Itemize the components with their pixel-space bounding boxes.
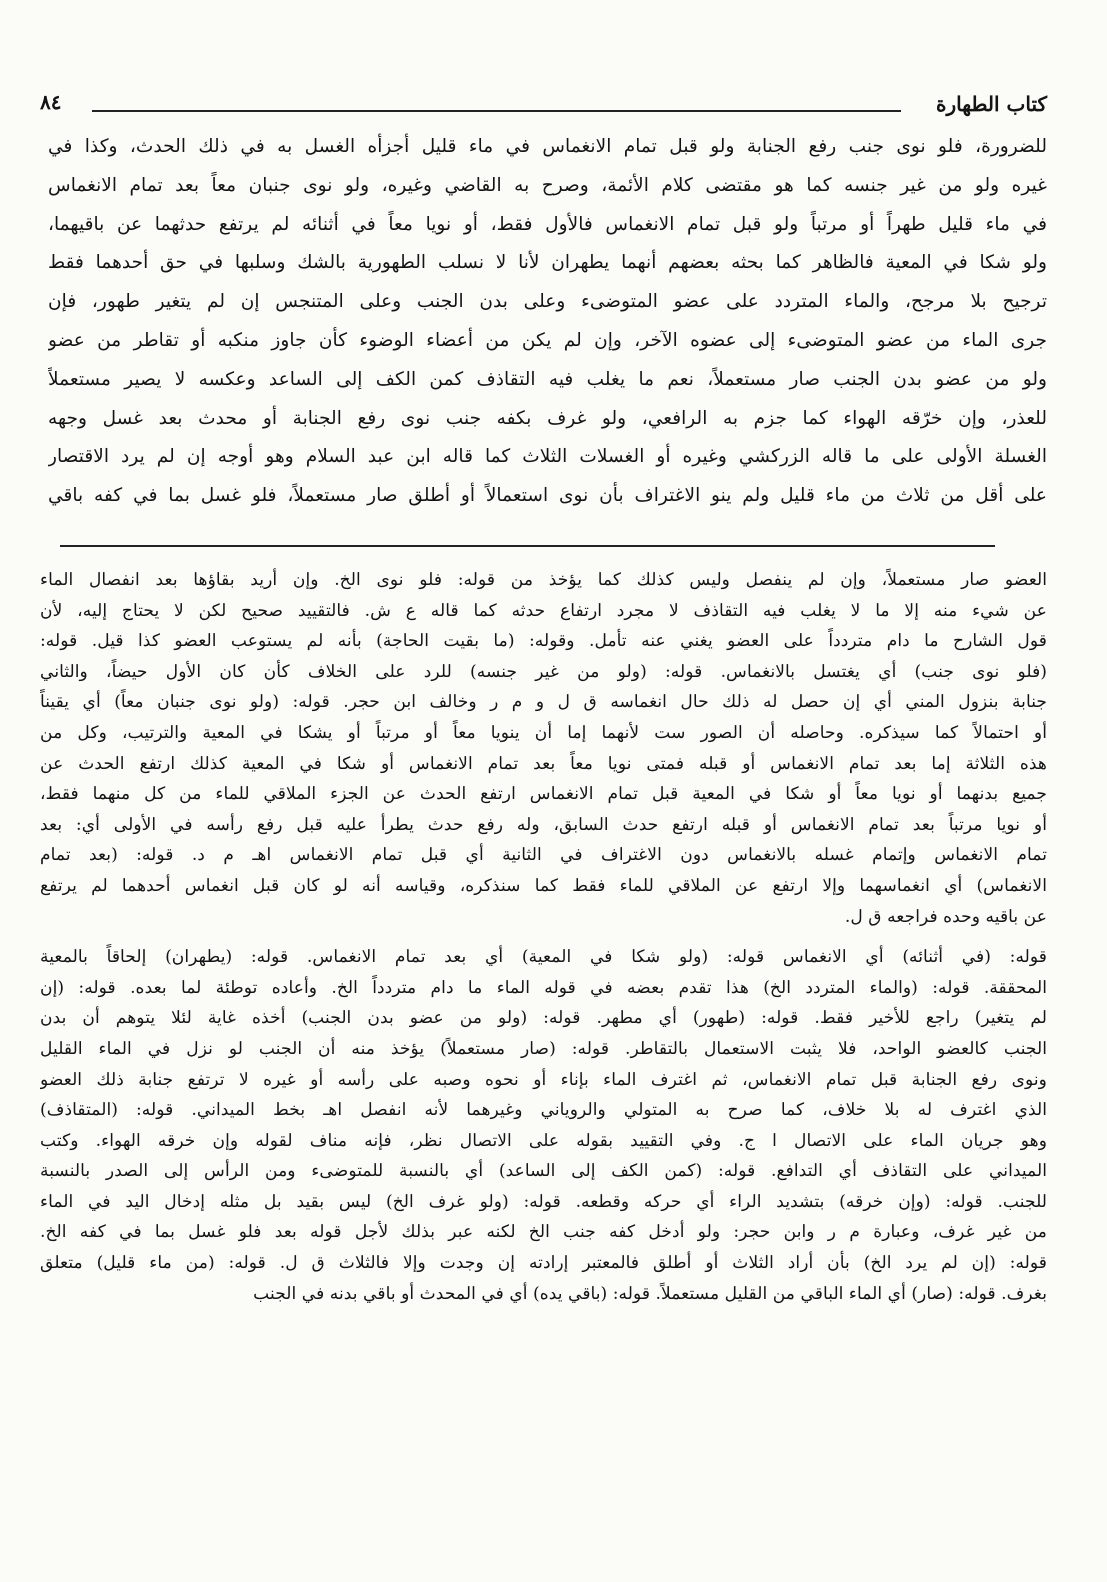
commentary-line: الانغماس) أي انغماسهما وإلا ارتفع عن الملاقي للماء فقط كما سنذكره، وقياسه أنه لو كان قبل انغماس أحدهما لم يرتفع bbox=[40, 875, 1047, 896]
main-text-line: للعذر، وإن خرّقه الهواء كما جزم به الرافعي، ولو غرف بكفه جنب نوى رفع الجنابة أو محدث بعد غسل وجهه bbox=[48, 407, 1047, 429]
commentary-line: الذي اغترف له بلا خلاف، كما صرح به المتولي والروياني وغيرهما لأنه انفصل اهـ بخط الميداني. قوله: (المتقاذف) bbox=[40, 1100, 1047, 1121]
header-rule bbox=[92, 110, 901, 112]
commentary-line: قول الشارح ما دام متردداً على العضو يغني عنه تأمل. وقوله: (ما بقيت الحاجة) بأنه لم يستوعب العضو كذا قيل. قوله: bbox=[40, 631, 1047, 652]
commentary-line: جنابة بنزول المني أي إن حصل له ذلك حال انغماسه ق ل و م ر وخالف ابن حجر. قوله: (ولو نوى جنبان معاً) أي يقيناً bbox=[40, 692, 1047, 713]
main-text-line: على أقل من ثلاث من ماء قليل ولم ينو الاغتراف بأن نوى استعمالاً أو أطلق صار مستعملاً، فلو غسل بما في كفه باقي bbox=[48, 485, 1047, 507]
footnote-separator bbox=[60, 545, 995, 547]
commentary-line: المحققة. قوله: (والماء المتردد الخ) هذا تقدم بعضه في قوله الماء ما دام متردداً الخ. وأعاده توطئة لما بعده. قوله: (إن bbox=[40, 977, 1047, 998]
margin-scribble bbox=[4, 60, 26, 200]
commentary-text bbox=[40, 565, 1047, 1309]
main-text-line: الغسلة الأولى على ما قاله الزركشي وغيره أو الغسلات الثلاث كما قاله ابن عبد السلام وهو أوجه إن لم يرد الاقتصار bbox=[48, 446, 1047, 468]
main-text-line: ولو من عضو بدن الجنب صار مستعملاً، نعم ما يغلب فيه التقاذف كمن الكف إلى الساعد وعكسه لا يصير مستعملاً bbox=[48, 368, 1047, 390]
commentary-line: عن باقيه وحده فراجعه ق ل. bbox=[844, 906, 1047, 927]
commentary-line: تمام الانغماس وإتمام غسله بالانغماس دون الاغتراف في الثانية أي قبل تمام الانغماس اهـ م د. قوله: (بعد تمام bbox=[40, 845, 1047, 866]
main-text-line: في ماء قليل طهراً أو مرتباً ولو قبل تمام الانغماس فالأول فقط، أو نويا معاً في أثنائه لم يرتفع حدثهما عن باقيهما، bbox=[48, 213, 1047, 235]
commentary-line: أو نويا مرتباً بعد تمام الانغماس أو قبله ارتفع حدث السابق، وله رفع حدث يطرأ عليه قبل رفع رأسه في الأولى أي: بعد bbox=[40, 814, 1047, 835]
main-text-line: للضرورة، فلو نوى جنب رفع الجنابة ولو قبل تمام الانغماس في ماء قليل أجزأه الغسل به في ذلك الحدث، وكذا في bbox=[48, 136, 1047, 157]
main-text bbox=[48, 128, 1047, 516]
commentary-line: بغرف. قوله: (صار) أي الماء الباقي من القليل مستعملاً. قوله: (باقي يده) أي في المحدث أو باقي بدنه في الجنب bbox=[253, 1283, 1047, 1304]
commentary-line: من غير غرف، وعبارة م ر وابن حجر: ولو أدخل كفه جنب الخ لكنه عبر بذلك لأجل قوله بعد فلو غسل بما في كفه الخ. bbox=[40, 1222, 1047, 1243]
commentary-line: جميع بدنهما أو نويا معاً أو شكا في المعية قبل تمام الانغماس ارتفع الحدث عن الجزء الملاقي للماء من كل منهما فقط، bbox=[40, 784, 1047, 805]
commentary-line: قوله: (في أثنائه) أي الانغماس قوله: (ولو شكا في المعية) أي بعد تمام الانغماس. قوله: (يطهران) إلحاقاً بالمعية bbox=[40, 947, 1047, 968]
commentary-line: وهو جريان الماء على الاتصال ا ج. وفي التقييد بقوله على الاتصال نظر، فإنه مناف لقوله وإن خرقه الهواء. وكتب bbox=[40, 1130, 1047, 1151]
commentary-line: هذه الثلاثة إما بعد تمام الانغماس أو قبله فمتى نويا معاً بعد تمام الانغماس أو شكا في المعية كذلك ارتفع الحدث عن bbox=[40, 753, 1047, 774]
commentary-line: الجنب كالعضو الواحد، فلا يثبت الاستعمال بالتقاطر. قوله: (صار مستعملاً) يؤخذ منه أن الجنب لو نزل في الماء القليل bbox=[40, 1038, 1047, 1059]
commentary-line: للجنب. قوله: (وإن خرقه) بتشديد الراء أي حركه وقطعه. قوله: (ولو غرف الخ) ليس بقيد بل مثله إدخال اليد في الماء bbox=[40, 1191, 1047, 1212]
commentary-line: عن شيء منه إلا ما لا يغلب فيه التقاذف لا مجرد ارتفاع حدثه كما قاله ع ش. فالتقييد صحيح لكن لا يحتاج إليه، لأن bbox=[40, 600, 1047, 621]
chapter-title: كتاب الطهارة bbox=[936, 92, 1047, 116]
commentary-line: العضو صار مستعملاً، وإن لم ينفصل وليس كذلك كما يؤخذ من قوله: فلو نوى الخ. وإن أريد بقاؤها بعد انفصال الماء bbox=[40, 570, 1047, 590]
main-text-line: ولو شكا في المعية فالظاهر كما بحثه بعضهم أنهما يطهران لأنا لا نسلب الطهورية بالشك وسلبها في حق أحدهما فقط bbox=[48, 252, 1047, 274]
main-text-line: ترجيح بلا مرجح، والماء المتردد على عضو المتوضىء وعلى بدن الجنب وعلى المتنجس إن لم يتغير طهور، فإن bbox=[48, 291, 1047, 313]
page-number: ٨٤ bbox=[40, 90, 62, 114]
page-header bbox=[40, 90, 1047, 130]
commentary-line: أو احتمالاً كما سيذكره. وحاصله أن الصور ست لأنهما إما أن ينويا معاً أو مرتباً أو يشكا في المعية والترتيب، وكل من bbox=[40, 722, 1047, 743]
main-text-line: جرى الماء من عضو المتوضىء إلى عضوه الآخر، وإن لم يكن من أعضاء الوضوء كأن جاوز منكبه أو تقاطر من عضو bbox=[48, 329, 1047, 351]
paragraph-gap bbox=[40, 932, 1047, 942]
commentary-line: قوله: (إن لم يرد الخ) بأن أراد الثلاث أو أطلق فالمعتبر إرادته إن وجدت وإلا فالثلاث ق ل. قوله: (من ماء قليل) متعلق bbox=[40, 1253, 1047, 1274]
commentary-line: لم يتغير) راجع للأخير فقط. قوله: (طهور) أي مطهر. قوله: (ولو من عضو بدن الجنب) أخذه غاية لئلا يتوهم أن بدن bbox=[40, 1008, 1047, 1029]
commentary-line: ونوى رفع الجنابة قبل تمام الانغماس، ثم اغترف الماء بإناء أو نحوه وصبه على رأسه أو غيره لا ترتفع جنابة ذلك العضو bbox=[40, 1069, 1047, 1090]
commentary-line: (فلو نوى جنب) أي يغتسل بالانغماس. قوله: (ولو من غير جنسه) للرد على الخلاف كأن كان الأول حيضاً، والثاني bbox=[40, 661, 1047, 682]
main-text-line: غيره ولو من غير جنسه كما هو مقتضى كلام الأئمة، وصرح به القاضي وغيره، ولو نوى جنبان معاً بعد تمام الانغماس bbox=[48, 174, 1047, 196]
commentary-line: الميداني على التقاذف أي التدافع. قوله: (كمن الكف إلى الساعد) أي بالنسبة للمتوضىء ومن الرأس إلى الصدر بالنسبة bbox=[40, 1161, 1047, 1182]
